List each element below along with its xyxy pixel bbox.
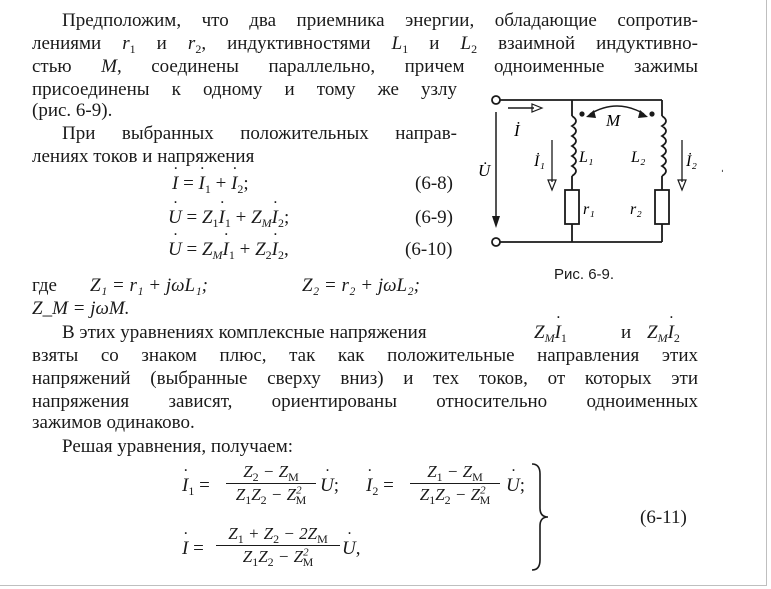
equation-6-8-number: (6-8) [415,173,453,194]
equation-6-8: ˙ I = ˙ $I_1$ + ˙ $I_2$; [172,172,249,196]
eq11-u1: ˙ U; [320,474,339,498]
dot-l2 [649,111,654,116]
eq11-frac2: $Z_1 - Z_M$ $Z_1Z_2 - Z^2_M$ [410,462,500,505]
para3-line3: напряжений (выбранные сверху вниз) и тех токов, от которых эти [32,368,698,389]
para3-line5: зажимов одинаково. [32,412,195,433]
resistor-r2 [655,190,669,224]
eq11-brace [528,462,552,572]
para2-line1: При выбранных положительных направ- [62,123,457,144]
label-i1: İ₁ [534,153,545,170]
para1-line1: Предположим, что два приемника энергии, обладающие сопротив- [62,10,698,31]
eq11-number: (6-11) [640,507,687,528]
eq11-frac1: $Z_2 - Z_M$ $Z_1Z_2 - Z^2_M$ [226,462,316,505]
para3-line2: взяты со знаком плюс, так как положительные направления этих [32,345,698,366]
eq11-u3: ˙ U, [342,537,360,561]
para3-line4: напряжения зависят, ориентированы относительно одноименных [32,391,698,412]
label-m: M [606,111,621,130]
resistor-r1 [565,190,579,224]
where-zm: Z_M = jωM. [32,298,130,319]
equation-6-10-number: (6-10) [405,239,453,260]
equation-6-10: ˙ $U = Z_M˙$ $I_1$ + $Z_2˙$ $I_2$, [168,238,289,262]
dot-l1 [579,111,584,116]
para1-line2: лениями $r_1$ и $r_2$, индуктивностями $L_1$ и $L_2$ взаимной индуктивно- [32,33,699,56]
where-word: где [32,275,57,296]
label-i2: İ₂ [686,153,697,170]
label-r1: r₁ [583,201,595,218]
label-l1: L₁ [579,149,594,166]
para1-line3: стью M, соединены параллельно, причем одноименные зажимы [32,56,698,77]
para4-line1: Решая уравнения, получаем: [62,436,294,457]
stray-mark: ˌ [720,158,725,173]
where-z1: Z₁ = r₁ + jωL₁; [90,275,209,296]
arrowhead-u [492,216,500,228]
eq11-frac3: $Z_1 + Z_2 - 2Z_M$ $Z_1Z_2 - Z^2_M$ [216,524,340,567]
coil-l1 [572,116,576,176]
terminal-top [492,96,500,104]
para1-line5: (рис. 6-9). [32,100,113,121]
eq11-i-lhs: ˙ I = [182,537,204,561]
equation-6-9: ˙ $U = Z_1˙$ $I_1$ + $Z_M˙$ $I_2$; [168,206,289,230]
label-u: U̇ [478,161,491,180]
label-r2: r₂ [630,201,642,218]
label-l2: L₂ [631,149,646,166]
circuit-figure [472,92,722,262]
where-z2: Z₂ = r₂ + jωL₂; [302,275,421,296]
figure-caption: Рис. 6-9. [554,266,615,283]
para1-line4: присоединены к одному и тому же узлу [32,79,457,100]
eq11-u2: ˙ U; [506,474,525,498]
eq11-i1-lhs: ˙ $I_1$ = [182,474,210,498]
eq11-i2-lhs: ˙ $I_2$ = [366,474,394,498]
equation-6-9-number: (6-9) [415,207,453,228]
para3-line1: В этих уравнениях комплексные напряжения $Z_M˙$ $I_1$ и $Z_M˙$ $I_2$ [62,322,698,344]
label-i: İ [514,121,520,140]
coil-l2 [662,116,666,176]
para2-line2: лениях токов и напряжения [32,146,255,167]
terminal-bottom [492,238,500,246]
